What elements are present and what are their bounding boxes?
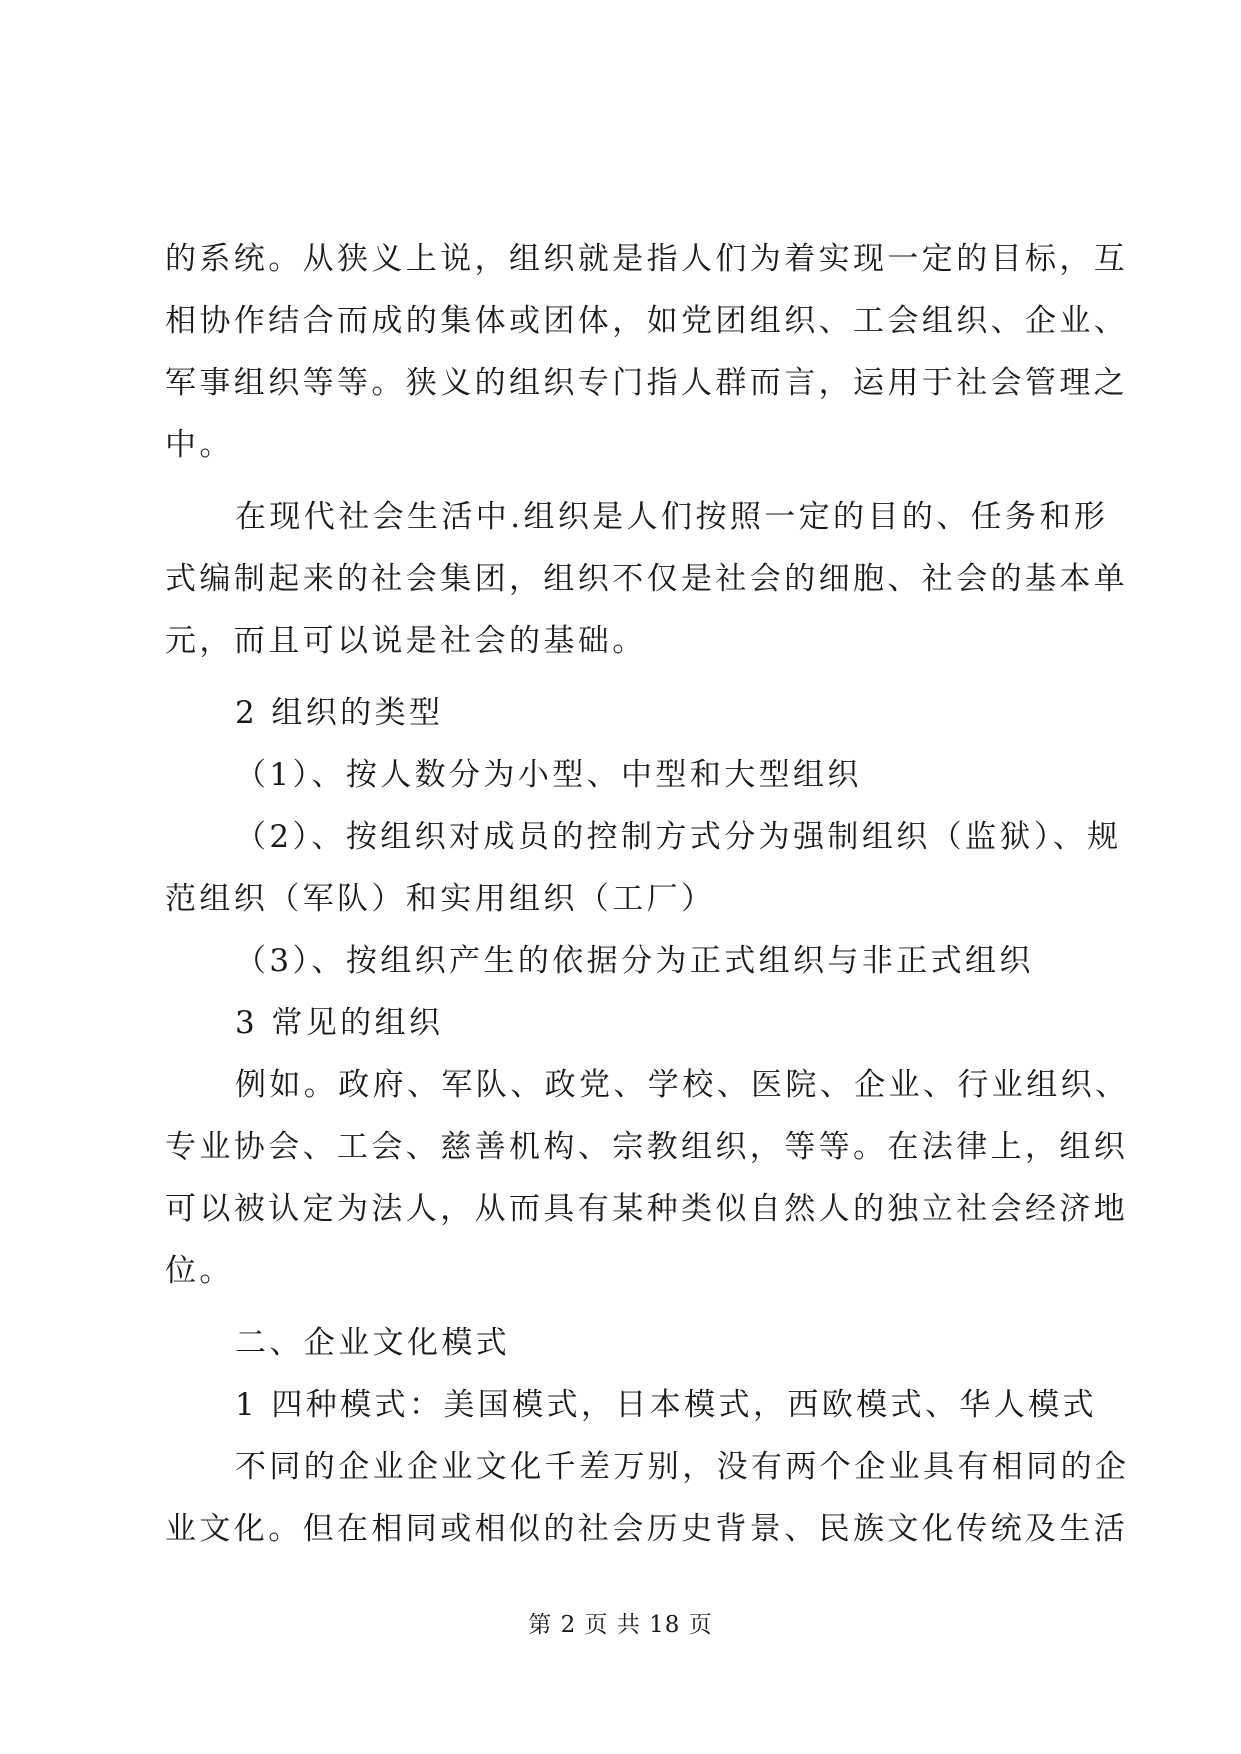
text-line: 在现代社会生活中.组织是人们按照一定的目的、任务和形 bbox=[235, 499, 1109, 535]
page-number-footer: 第 2 页 共 18 页 bbox=[528, 1612, 713, 1638]
list-item: （1）、按人数分为小型、中型和大型组织 bbox=[235, 757, 862, 793]
text-line: 元，而且可以说是社会的基础。 bbox=[165, 623, 647, 659]
text-line: 军事组织等等。狭义的组织专门指人群而言，运用于社会管理之 bbox=[165, 365, 1129, 401]
text-line: 可以被认定为法人，从而具有某种类似自然人的独立社会经济地 bbox=[165, 1191, 1129, 1227]
text-line: 中。 bbox=[165, 427, 234, 463]
section-heading: 二、企业文化模式 bbox=[235, 1325, 511, 1361]
text-line: 范组织（军队）和实用组织（工厂） bbox=[165, 881, 716, 917]
list-item: （2）、按组织对成员的控制方式分为强制组织（监狱）、规 bbox=[235, 819, 1122, 855]
section-heading: 2 组织的类型 bbox=[235, 695, 444, 731]
text-line: 专业协会、工会、慈善机构、宗教组织，等等。在法律上，组织 bbox=[165, 1129, 1129, 1165]
list-item: （3）、按组织产生的依据分为正式组织与非正式组织 bbox=[235, 943, 1034, 979]
text-line: 相协作结合而成的集体或团体，如党团组织、工会组织、企业、 bbox=[165, 303, 1129, 339]
section-heading: 3 常见的组织 bbox=[235, 1005, 444, 1041]
text-line: 1 四种模式：美国模式，日本模式，西欧模式、华人模式 bbox=[235, 1387, 1097, 1423]
text-line: 位。 bbox=[165, 1253, 234, 1289]
text-line: 不同的企业企业文化千差万别，没有两个企业具有相同的企 bbox=[235, 1449, 1130, 1485]
text-line: 业文化。但在相同或相似的社会历史背景、民族文化传统及生活 bbox=[165, 1511, 1129, 1547]
text-line: 例如。政府、军队、政党、学校、医院、企业、行业组织、 bbox=[235, 1067, 1130, 1103]
document-body bbox=[165, 228, 1130, 1560]
text-line: 式编制起来的社会集团，组织不仅是社会的细胞、社会的基本单 bbox=[165, 561, 1129, 597]
text-line: 的系统。从狭义上说，组织就是指人们为着实现一定的目标，互 bbox=[165, 241, 1129, 277]
